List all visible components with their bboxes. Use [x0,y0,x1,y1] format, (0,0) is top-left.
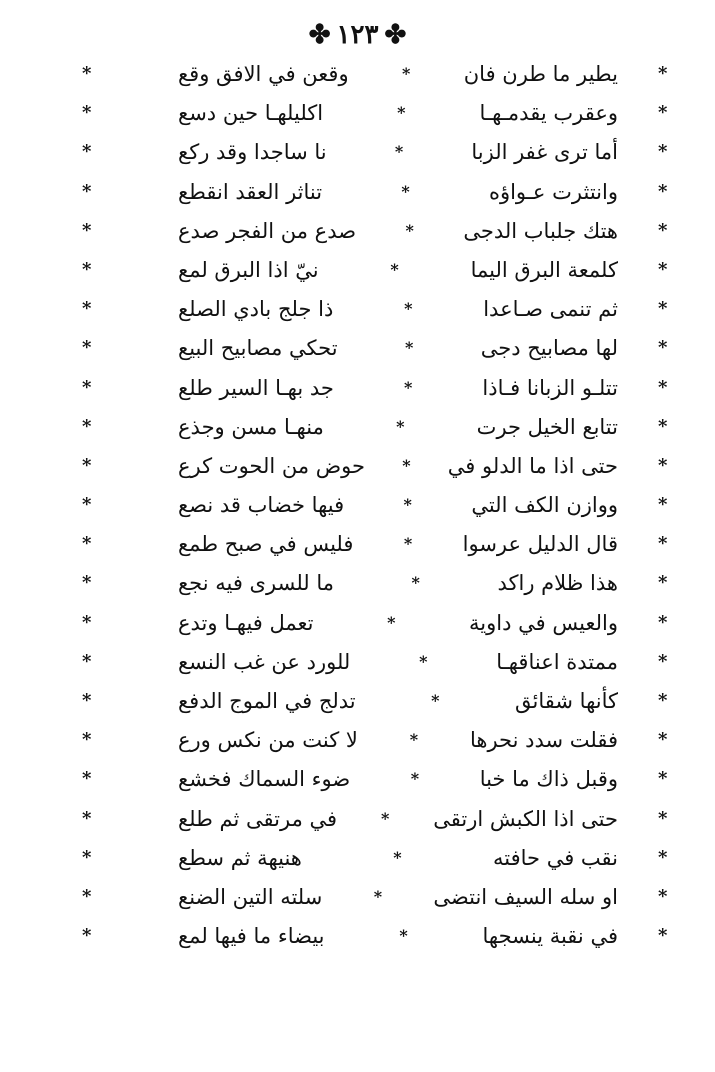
star-marker-left-icon: * [82,258,92,280]
verse-line [0,410,715,449]
star-marker-left-icon: * [82,337,92,359]
verse-text [178,882,618,912]
hemistich-separator: * [380,808,390,828]
ornament-right-icon: ✤ [308,20,331,50]
verse-line [0,606,715,645]
verse-second-hemistich: للورد عن غب النسع [178,649,351,674]
verse-first-hemistich: حتى اذا ما الدلو في [447,453,618,478]
verse-first-hemistich: هذا ظلام راكد [497,571,618,596]
verse-second-hemistich: سلته التين الضنع [178,884,323,909]
verse-line [0,527,715,566]
verse-text [178,216,618,246]
star-marker-right-icon: * [658,298,668,320]
verse-text [178,804,618,834]
verse-first-hemistich: ممتدة اعناقهـا [496,649,618,674]
verse-first-hemistich: وعقرب يقدمـهـا [479,101,618,126]
star-marker-left-icon: * [82,454,92,476]
verse-line [0,684,715,723]
poem-body [0,57,715,958]
verse-first-hemistich: كأنها شقائق [515,689,618,713]
star-marker-right-icon: * [658,141,668,163]
hemistich-separator: * [399,926,408,946]
hemistich-separator: * [397,103,406,123]
verse-first-hemistich: لها مصابيح دجى [480,336,618,361]
verse-text [178,608,618,638]
verse-text [178,98,618,128]
verse-text [178,529,618,559]
verse-text [178,294,618,324]
verse-first-hemistich: هتك جلباب الدجى [463,218,618,243]
star-marker-left-icon: * [82,611,92,633]
star-marker-right-icon: * [658,611,668,633]
verse-second-hemistich: تدلج في الموج الدفع [178,689,356,713]
verse-text [178,451,618,481]
star-marker-right-icon: * [658,572,668,594]
verse-line [0,566,715,605]
verse-first-hemistich: في نقبة ينسجها [482,924,618,949]
verse-text [178,568,618,598]
verse-second-hemistich: حوض من الحوت كرع [178,453,366,478]
hemistich-separator: * [401,64,411,83]
verse-line [0,802,715,841]
star-marker-left-icon: * [82,768,92,790]
star-marker-left-icon: * [82,63,92,84]
verse-text [178,647,618,677]
verse-text [178,725,618,755]
hemistich-separator: * [419,651,428,671]
verse-second-hemistich: ما للسرى فيه نجع [178,571,334,596]
verse-line [0,214,715,253]
star-marker-right-icon: * [658,454,668,476]
hemistich-separator: * [402,455,411,475]
star-marker-right-icon: * [658,768,668,790]
star-marker-left-icon: * [82,925,92,947]
star-marker-right-icon: * [658,376,668,398]
verse-line [0,645,715,684]
verse-line [0,175,715,214]
verse-text [178,490,618,520]
hemistich-separator: * [431,691,440,710]
verse-line [0,371,715,410]
verse-text [178,843,618,873]
verse-second-hemistich: نا ساجدا وقد ركع [178,140,327,165]
verse-line [0,488,715,527]
star-marker-right-icon: * [658,337,668,359]
verse-line [0,253,715,292]
verse-second-hemistich: منهـا مسن وجذع [178,414,324,439]
verse-second-hemistich: صدع من الفجر صدع [178,218,357,243]
star-marker-right-icon: * [658,533,668,555]
hemistich-separator: * [403,534,413,554]
star-marker-left-icon: * [82,572,92,594]
star-marker-left-icon: * [82,141,92,163]
verse-first-hemistich: يطير ما طرن فان [463,62,618,86]
verse-second-hemistich: ذا جلج بادي الصلع [178,297,334,322]
verse-first-hemistich: ثم تنمى صـاعدا [483,297,618,322]
star-marker-right-icon: * [658,219,668,241]
verse-second-hemistich: فيها خضاب قد نصع [178,493,345,518]
verse-text [178,59,618,89]
verse-first-hemistich: وقبل ذاك ما خبا [479,767,618,792]
verse-second-hemistich: تحكي مصابيح البيع [178,336,338,361]
hemistich-separator: * [403,495,412,515]
verse-first-hemistich: أما ترى غفر الزبا [471,140,618,165]
star-marker-right-icon: * [658,415,668,437]
star-marker-left-icon: * [82,298,92,320]
verse-text [178,686,618,716]
star-marker-left-icon: * [82,690,92,711]
star-marker-left-icon: * [82,494,92,516]
verse-second-hemistich: نيّ اذا البرق لمع [178,257,319,282]
hemistich-separator: * [411,573,420,593]
verse-second-hemistich: ضوء السماك فخشع [178,767,351,792]
verse-second-hemistich: في مرتقى ثم طلع [178,806,338,831]
verse-second-hemistich: تعمل فيهـا وتدع [178,610,314,635]
verse-second-hemistich: لا كنت من نكس ورع [178,728,358,753]
star-marker-right-icon: * [658,180,668,202]
verse-first-hemistich: ووازن الكف التي [471,493,618,518]
verse-first-hemistich: حتى اذا الكبش ارتقى [433,806,618,831]
verse-first-hemistich: نقب في حافته [493,845,618,870]
verse-text [178,255,618,285]
verse-line [0,57,715,96]
verse-line [0,292,715,331]
star-marker-left-icon: * [82,533,92,555]
hemistich-separator: * [410,769,420,789]
verse-line [0,841,715,880]
star-marker-right-icon: * [658,925,668,947]
verse-line [0,723,715,762]
star-marker-right-icon: * [658,650,668,672]
star-marker-right-icon: * [658,63,668,84]
star-marker-left-icon: * [82,102,92,124]
star-marker-right-icon: * [658,494,668,516]
star-marker-right-icon: * [658,846,668,868]
hemistich-separator: * [409,730,419,750]
hemistich-separator: * [394,142,404,162]
verse-second-hemistich: فليس في صبح طمع [178,532,354,557]
verse-text [178,137,618,167]
verse-line [0,919,715,958]
verse-first-hemistich: او سله السيف انتضى [433,884,618,909]
star-marker-right-icon: * [658,807,668,829]
verse-first-hemistich: قال الدليل عرسوا [462,532,618,557]
star-marker-left-icon: * [82,846,92,868]
verse-text [178,412,618,442]
verse-text [178,333,618,363]
verse-first-hemistich: فقلت سدد نحرها [469,728,618,753]
ornament-left-icon: ✤ [384,20,407,50]
star-marker-right-icon: * [658,729,668,751]
hemistich-separator: * [404,299,413,319]
star-marker-right-icon: * [658,885,668,907]
star-marker-left-icon: * [82,376,92,398]
star-marker-left-icon: * [82,180,92,202]
star-marker-right-icon: * [658,258,668,280]
hemistich-separator: * [390,259,399,279]
verse-second-hemistich: جد بهـا السير طلع [178,375,334,400]
verse-first-hemistich: وانتثرت عـواؤه [488,179,618,204]
page-number-header [0,20,715,50]
verse-line [0,880,715,919]
hemistich-separator: * [401,181,410,201]
verse-text [178,373,618,403]
verse-line [0,135,715,174]
verse-text [178,177,618,207]
verse-line [0,331,715,370]
hemistich-separator: * [393,847,402,867]
hemistich-separator: * [403,377,413,397]
star-marker-left-icon: * [82,415,92,437]
verse-text [178,764,618,794]
star-marker-left-icon: * [82,885,92,907]
verse-line [0,449,715,488]
verse-line [0,96,715,135]
star-marker-right-icon: * [658,102,668,124]
verse-second-hemistich: هنيهة ثم سطع [178,845,302,870]
hemistich-separator: * [396,416,405,436]
verse-second-hemistich: وقعن في الافق وقع [178,62,349,86]
verse-first-hemistich: والعيس في داوية [469,610,618,635]
hemistich-separator: * [373,886,383,906]
star-marker-left-icon: * [82,807,92,829]
verse-first-hemistich: تتابع الخيل جرت [476,414,618,439]
verse-second-hemistich: بيضاء ما فيها لمع [178,924,325,949]
star-marker-left-icon: * [82,219,92,241]
star-marker-left-icon: * [82,729,92,751]
verse-line [0,762,715,801]
page-number: ١٢٣ [336,20,379,50]
hemistich-separator: * [387,612,396,632]
verse-first-hemistich: تتلـو الزبانا فـاذا [482,375,618,400]
verse-first-hemistich: كلمعة البرق اليما [470,257,618,282]
hemistich-separator: * [405,220,414,240]
verse-second-hemistich: اكليلهـا حين دسع [178,101,324,126]
star-marker-left-icon: * [82,650,92,672]
star-marker-right-icon: * [658,690,668,711]
verse-second-hemistich: تناثر العقد انقطع [178,179,323,204]
verse-text [178,921,618,951]
hemistich-separator: * [404,338,414,358]
